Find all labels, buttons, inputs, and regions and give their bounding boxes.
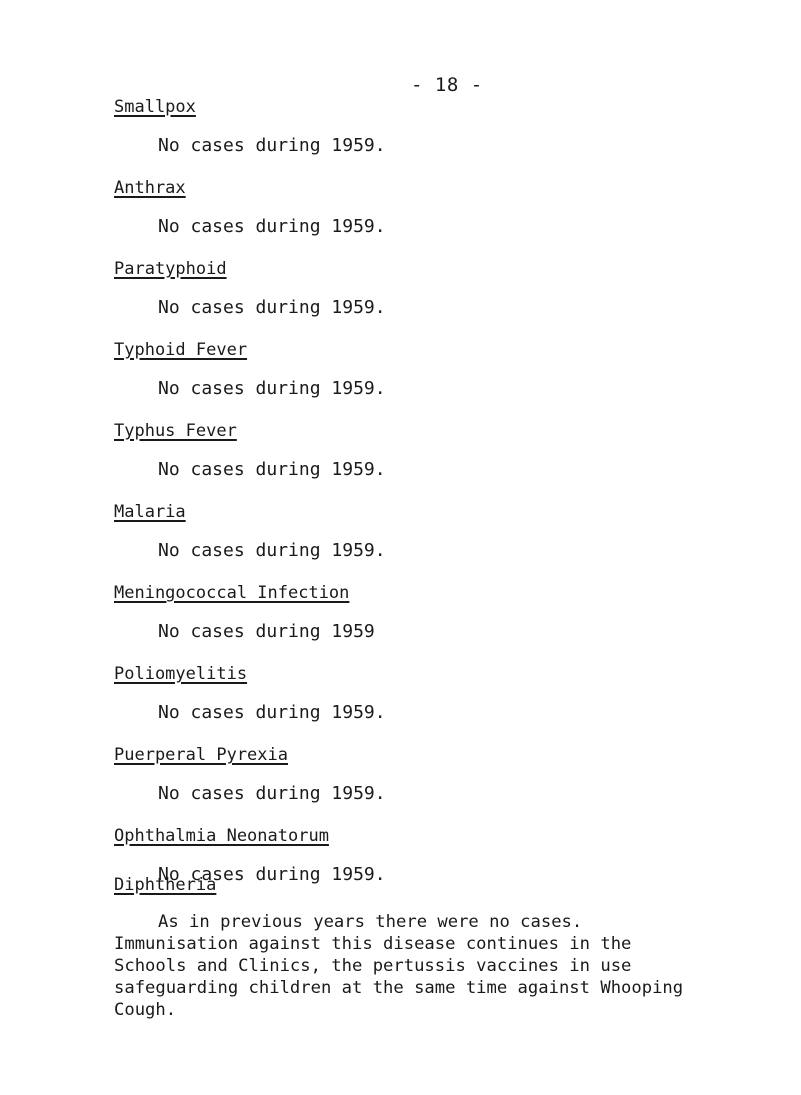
section-puerperal-pyrexia (114, 745, 734, 826)
section-paratyphoid (114, 259, 734, 340)
section-heading: Puerperal Pyrexia (114, 745, 288, 765)
section-anthrax (114, 178, 734, 259)
section-heading: Ophthalmia Neonatorum (114, 826, 329, 846)
disease-sections (114, 97, 734, 907)
section-meningococcal-infection (114, 583, 734, 664)
section-status: No cases during 1959 (158, 621, 375, 642)
section-smallpox (114, 97, 734, 178)
section-typhus-fever (114, 421, 734, 502)
section-heading: Typhus Fever (114, 421, 237, 441)
section-status: No cases during 1959. (158, 378, 386, 399)
section-status: No cases during 1959. (158, 459, 386, 480)
section-status: No cases during 1959. (158, 864, 386, 885)
section-poliomyelitis (114, 664, 734, 745)
section-status: No cases during 1959. (158, 540, 386, 561)
section-typhoid-fever (114, 340, 734, 421)
section-malaria (114, 502, 734, 583)
section-status: No cases during 1959. (158, 135, 386, 156)
section-diphtheria (114, 875, 734, 1021)
section-heading: Diphtheria (114, 875, 217, 895)
section-status: No cases during 1959. (158, 702, 386, 723)
diphtheria-paragraph: As in previous years there were no cases. Immunisation against this disease continues in the Schools and Clinics, the pertussis vaccines in use safeguarding children at the same time against Whooping Cough. (114, 912, 684, 1020)
section-status: No cases during 1959. (158, 297, 386, 318)
section-heading: Meningococcal Infection (114, 583, 350, 603)
section-heading: Paratyphoid (114, 259, 227, 279)
section-heading: Anthrax (114, 178, 186, 198)
page-number: - 18 - (411, 74, 483, 96)
section-status: No cases during 1959. (158, 216, 386, 237)
section-heading: Poliomyelitis (114, 664, 248, 684)
section-heading: Smallpox (114, 97, 196, 117)
section-status: No cases during 1959. (158, 783, 386, 804)
section-heading: Typhoid Fever (114, 340, 248, 360)
section-heading: Malaria (114, 502, 186, 522)
